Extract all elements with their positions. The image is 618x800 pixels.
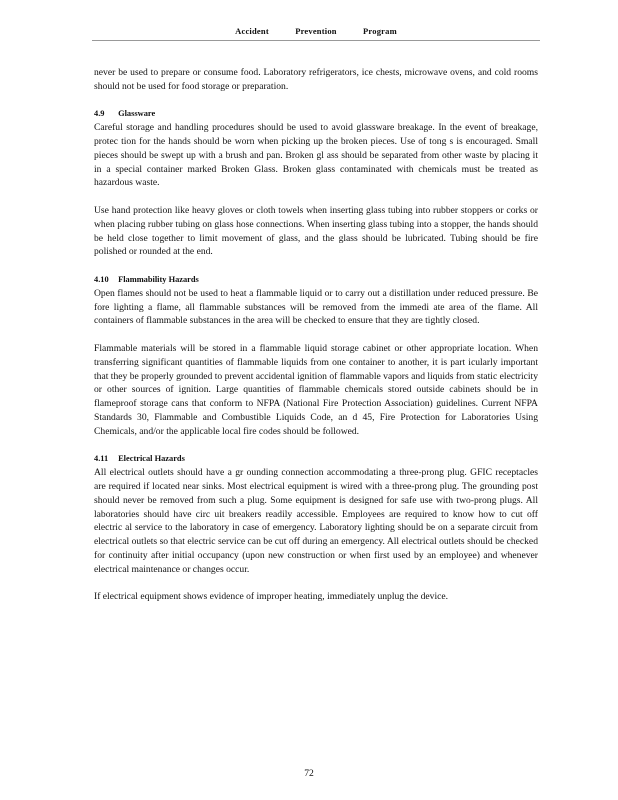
section-heading-glassware	[94, 107, 538, 121]
electrical-paragraph-1: All electrical outlets should have a gr ounding connection accommodating a three-prong plug. GFIC receptacles are required if located near sinks. Most electrical equipment is wired with a three-prong plug. The grounding post should never be removed from such a plug. Some equipment is designed for safe use with two-prong plugs. All laboratories should have circ uit breakers readily accessible. Employees are required to know how to cut off electric al service to the laboratory in case of emergency. Laboratory lighting should be on a separate circuit from electrical outlets so that electric service can be cut off during an emergency. All electrical outlets should be checked for continuity after initial occupancy (upon new construction or when first used by an employee) and whenever electrical maintenance or changes occur.	[94, 467, 538, 575]
electrical-paragraph-2: If electrical equipment shows evidence of improper heating, immediately unplug the device.	[94, 591, 449, 603]
section-title: Electrical Hazards	[118, 454, 185, 464]
section-title: Flammability Hazards	[118, 274, 199, 284]
section-number: 4.9	[94, 109, 105, 119]
section-number: 4.10	[94, 274, 109, 284]
glassware-paragraph-1: Careful storage and handling procedures should be used to avoid glassware breakage. In the event of breakage, protec tion for the hands should be worn when picking up the broken pieces. Use of tong s is encouraged. Small pieces should be swept up with a brush and pan. Broken gl ass should be separated from other waste by placing it in a special container marked Broken Glass. Broken glass contaminated with chemicals must be treated as hazardous waste.	[94, 122, 538, 189]
flammability-paragraph-1: Open flames should not be used to heat a flammable liquid or to carry out a distillation under reduced pressure. Be fore lighting a flame, all flammable substances will be removed from the immedi ate area of the flame. All containers of flammable substances in the area will be checked to ensure that they are tightly closed.	[94, 287, 538, 327]
page-header	[92, 26, 540, 41]
flammability-paragraph-2: Flammable materials will be stored in a flammable liquid storage cabinet or other appropriate location. When transferring significant quantities of flammable liquids from one container to another, it is part icularly important that they be properly grounded to prevent accidental ignition of flammable vapors and liquids from static electricity or other sources of ignition. Large quantities of flammable chemicals stored outside cabinets should be in flameproof storage cans that conform to NFPA (National Fire Protection Association) guidelines. Current NFPA Standards 30, Flammable and Combustible Liquids Code, an d 45, Fire Protection for Laboratories Using Chemicals, and/or the applicable local fire codes should be followed.	[94, 342, 538, 437]
glassware-paragraph-2: Use hand protection like heavy gloves or cloth towels when inserting glass tubing into rubber stoppers or corks or when placing rubber tubing on glass hose connections. When inserting glass tubing into a stopper, the hands should be held close together to limit movement of glass, and the glass should be lubricated. Tubing should be fire polished or rounded at the end.	[94, 204, 538, 258]
section-title: Glassware	[118, 109, 156, 119]
section-heading-electrical	[94, 452, 538, 466]
page-number: 72	[304, 768, 314, 779]
section-heading-flammability	[94, 273, 538, 287]
intro-paragraph: never be used to prepare or consume food. Laboratory refrigerators, ice chests, microwave ovens, and cold rooms should not be used for food storage or preparation.	[94, 67, 538, 92]
section-number: 4.11	[94, 454, 109, 464]
header-word-2: Prevention	[295, 26, 337, 36]
header-word-1: Accident	[235, 26, 269, 36]
document-body	[94, 66, 538, 618]
header-word-3: Program	[363, 26, 397, 36]
